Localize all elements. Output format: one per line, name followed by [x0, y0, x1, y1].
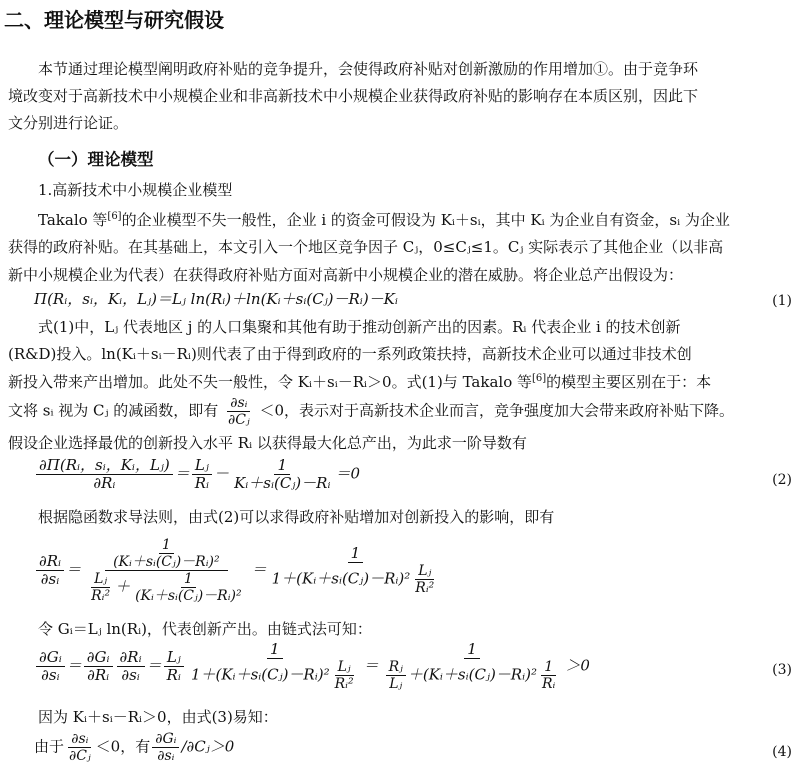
- p2-line-1: 式(1)中，Lⱼ 代表地区 j 的人口集聚和其他有助于推动创新产出的因素。Rᵢ 代表企业 i 的技术创新: [38, 318, 681, 336]
- section-title: 二、理论模型与研究假设: [4, 8, 224, 32]
- p2-line-2: (R&D)投入。ln(Kᵢ＋sᵢ－Rᵢ)则代表了由于得到政府的一系列政策扶持，高新技术企业可以通过非技术创: [8, 345, 692, 363]
- p4-line: 令 Gᵢ＝Lⱼ ln(Rᵢ)，代表创新产出。由链式法可知：: [38, 620, 372, 638]
- p2-line-3: 新投入带来产出增加。此处不失一般性，令 Kᵢ＋sᵢ－Rᵢ＞0。式(1)与 Takalo 等[6]的模型主要区别在于：本: [8, 373, 712, 391]
- p3-line: 根据隐函数求导法则，由式(2)可以求得政府补贴增加对创新投入的影响，即有: [38, 508, 555, 526]
- intro-line-3: 文分别进行论证。: [8, 114, 129, 132]
- equation-4-number: (4): [772, 744, 792, 760]
- equation-2-number: (2): [772, 472, 792, 488]
- intro-line-2: 境改变对于高新技术中小规模企业和非高新技术中小规模企业获得政府补贴的影响存在本质区别，因此下: [8, 87, 699, 105]
- p5-line: 因为 Kᵢ＋sᵢ－Rᵢ＞0，由式(3)易知：: [38, 708, 278, 726]
- subsection-title: （一）理论模型: [38, 150, 154, 169]
- equation-implicit: $\frac{\text{∂Rᵢ}}{\text{∂sᵢ}}$ ＝ $\frac{1}{\text{(Kᵢ＋sᵢ(Cⱼ)－Rᵢ)²}}$ $\frac{\text{Lⱼ}}{\text{Rᵢ²}}$ ＋ $\frac{1}{\text{(Kᵢ＋sᵢ(Cⱼ)－Rᵢ)²}}$ ＝ 1 1＋(Kᵢ＋sᵢ(Cⱼ)－Rᵢ)² $\frac{\text{Lⱼ}}{\text{Rᵢ²}}$: [34, 538, 444, 603]
- equation-4: 由于 $\frac{\text{∂sᵢ}}{\text{∂Cⱼ}}$ ＜0，有 $\frac{\text{∂Gᵢ}}{\text{∂sᵢ}}$ /∂Cⱼ＞0: [34, 731, 235, 764]
- p1-line-3: 新中小规模企业为代表）在获得政府补贴方面对高新中小规模企业的潜在威胁。将企业总产出假设为：: [8, 266, 684, 284]
- equation-3-number: (3): [772, 662, 792, 678]
- equation-3: $\frac{\text{∂Gᵢ}}{\text{∂sᵢ}}$ ＝ $\frac{\text{∂Gᵢ}}{\text{∂Rᵢ}}$ $\frac{\text{∂Rᵢ}}{\text{∂sᵢ}}$ ＝ $\frac{\text{Lⱼ}}{\text{Rᵢ}}$ 1 1＋(Kᵢ＋sᵢ(Cⱼ)－Rᵢ)² $\frac{\text{Lⱼ}}{\text{Rᵢ²}}$ ＝ 1 $\frac{\text{Rⱼ}}{\text{Lⱼ}}$ ＋(Kᵢ＋sᵢ(Cⱼ)－Rᵢ)² $\frac{1}{\text{Rᵢ}}$ ＞0: [34, 642, 590, 691]
- intro-line-1: 本节通过理论模型阐明政府补贴的竞争提升，会使得政府补贴对创新激励的作用增加①。由于竞争环: [38, 60, 699, 78]
- p2-line-5: 假设企业选择最优的创新投入水平 Rᵢ 以获得最大化总产出，为此求一阶导数有: [8, 434, 527, 452]
- equation-1-number: (1): [772, 293, 792, 309]
- p1-line-2: 获得的政府补贴。在其基础上，本文引入一个地区竞争因子 Cⱼ，0≤Cⱼ≤1。Cⱼ 实际表示了其他企业（以非高: [8, 238, 724, 256]
- equation-2: $\frac{\text{∂Π(Rᵢ，sᵢ，Kᵢ，Lⱼ)}}{\text{∂Rᵢ}}$ ＝ $\frac{\text{Lⱼ}}{\text{Rᵢ}}$ － $\frac{1}{\text{Kᵢ＋sᵢ(Cⱼ)－Rᵢ}}$ ＝0: [34, 458, 360, 491]
- equation-1: Π(Rᵢ，sᵢ，Kᵢ，Lⱼ)＝Lⱼ ln(Rᵢ)＋ln(Kᵢ＋sᵢ(Cⱼ)－Rᵢ)－Kᵢ: [34, 290, 398, 308]
- p1-line-1: Takalo 等[6]的企业模型不失一般性，企业 i 的资金可假设为 Kᵢ＋sᵢ，其中 Kᵢ 为企业自有资金，sᵢ 为企业: [38, 211, 730, 229]
- fraction-dsi-dcj: $\frac{\text{∂sᵢ}}{\text{∂Cⱼ}}$: [228, 395, 250, 428]
- p2-line-4: 文将 sᵢ 视为 Cⱼ 的减函数，即有 $\frac{\text{∂sᵢ}}{\text{∂Cⱼ}}$ ＜0，表示对于高新技术企业而言，竞争强度加大会带来政府补贴下降。: [8, 395, 734, 428]
- sub1-title: 1.高新技术中小规模企业模型: [38, 181, 233, 199]
